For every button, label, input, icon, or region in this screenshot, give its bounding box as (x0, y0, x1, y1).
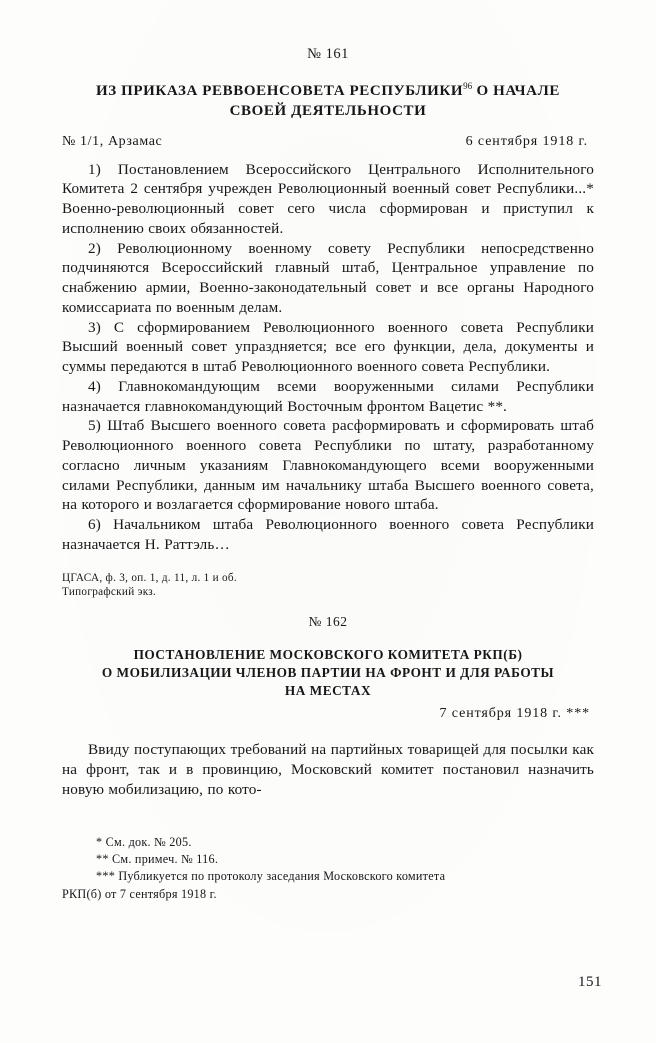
document-1-title-line1: ИЗ ПРИКАЗА РЕВВОЕНСОВЕТА РЕСПУБЛИКИ (96, 83, 464, 99)
document-2-paragraph-1: Ввиду поступающих требований на партийных товарищей для посылки как на фронт, так и в провинцию, Московский комитет постановил назначить новую мобилизацию, по кото- (62, 741, 594, 798)
document-1-archive-line1: ЦГАСА, ф. 3, оп. 1, д. 11, л. 1 и об. (62, 571, 238, 584)
footnotes-block (62, 834, 594, 903)
document-2-title-line1: ПОСТАНОВЛЕНИЕ МОСКОВСКОГО КОМИТЕТА РКП(Б) (133, 647, 523, 663)
document-2-body (62, 740, 594, 799)
document-1-date: 6 сентября 1918 г. (465, 133, 588, 149)
document-2-title-line3: НА МЕСТАХ (284, 683, 372, 699)
document-1-archive-line2: Типографский экз. (62, 586, 157, 599)
document-1-paragraph-2: 2) Революционному военному совету Республики непосредственно подчиняются Всероссийский главный штаб, Центральное управление по снабжению армии, Военно-законодательный совет и все органы Народного комиссариата по военным делам. (62, 239, 594, 316)
document-2-number: № 162 (308, 614, 348, 630)
footnote-3: *** Публикуется по протоколу заседания Московского комитета (96, 869, 446, 884)
document-2-title-line2: О МОБИЛИЗАЦИИ ЧЛЕНОВ ПАРТИИ НА ФРОНТ И ДЛЯ РАБОТЫ (101, 665, 555, 681)
document-1-paragraph-5: 5) Штаб Высшего военного совета расформировать и сформировать штаб Революционного военного совета Республики по штату, разработанному согласно личным указаниям Главнокомандующего всеми вооруженными силами Республики, данным им начальнику штаба Высшего военного совета, на которого и возлагается сформирование нового штаба. (62, 417, 594, 514)
document-1-number: № 161 (307, 46, 349, 62)
footnote-1: * См. док. № 205. (96, 834, 192, 849)
document-1-title-line1-tail: О НАЧАЛЕ (476, 83, 560, 99)
document-1-reference: № 1/1, Арзамас (62, 133, 163, 149)
document-1-archive-source (62, 571, 594, 601)
document-1-paragraph-3: 3) С сформированием Революционного военного совета Республики Высший военный совет упраздняется; все его функции, дела, документы и суммы передаются в штаб Революционного военного совета Республики. (62, 318, 594, 376)
document-1-paragraph-4: 4) Главнокомандующим всеми вооруженными силами Республики назначается главнокомандующий Восточным фронтом Вацетис **. (62, 377, 594, 415)
document-2-title (62, 646, 594, 700)
document-1-meta (62, 134, 594, 150)
document-1-title (62, 81, 594, 122)
document-1-paragraph-1: 1) Постановлением Всероссийского Центрального Исполнительного Комитета 2 сентября учрежден Революционный военный совет Республики...* Военно-революционный совет сего числа сформирован и приступил к исполнению своих обязанностей. (62, 160, 594, 237)
document-1-title-footnote-marker: 96 (463, 81, 473, 91)
page-number: 151 (578, 974, 602, 990)
document-2-date: 7 сентября 1918 г. *** (439, 706, 590, 722)
footnote-3-continuation: РКП(б) от 7 сентября 1918 г. (62, 886, 217, 901)
document-1-title-line2: СВОЕЙ ДЕЯТЕЛЬНОСТИ (229, 102, 427, 119)
footnote-2: ** См. примеч. № 116. (96, 851, 219, 866)
document-1-paragraph-6: 6) Начальником штаба Революционного военного совета Республики назначается Н. Раттэль… (62, 516, 594, 553)
